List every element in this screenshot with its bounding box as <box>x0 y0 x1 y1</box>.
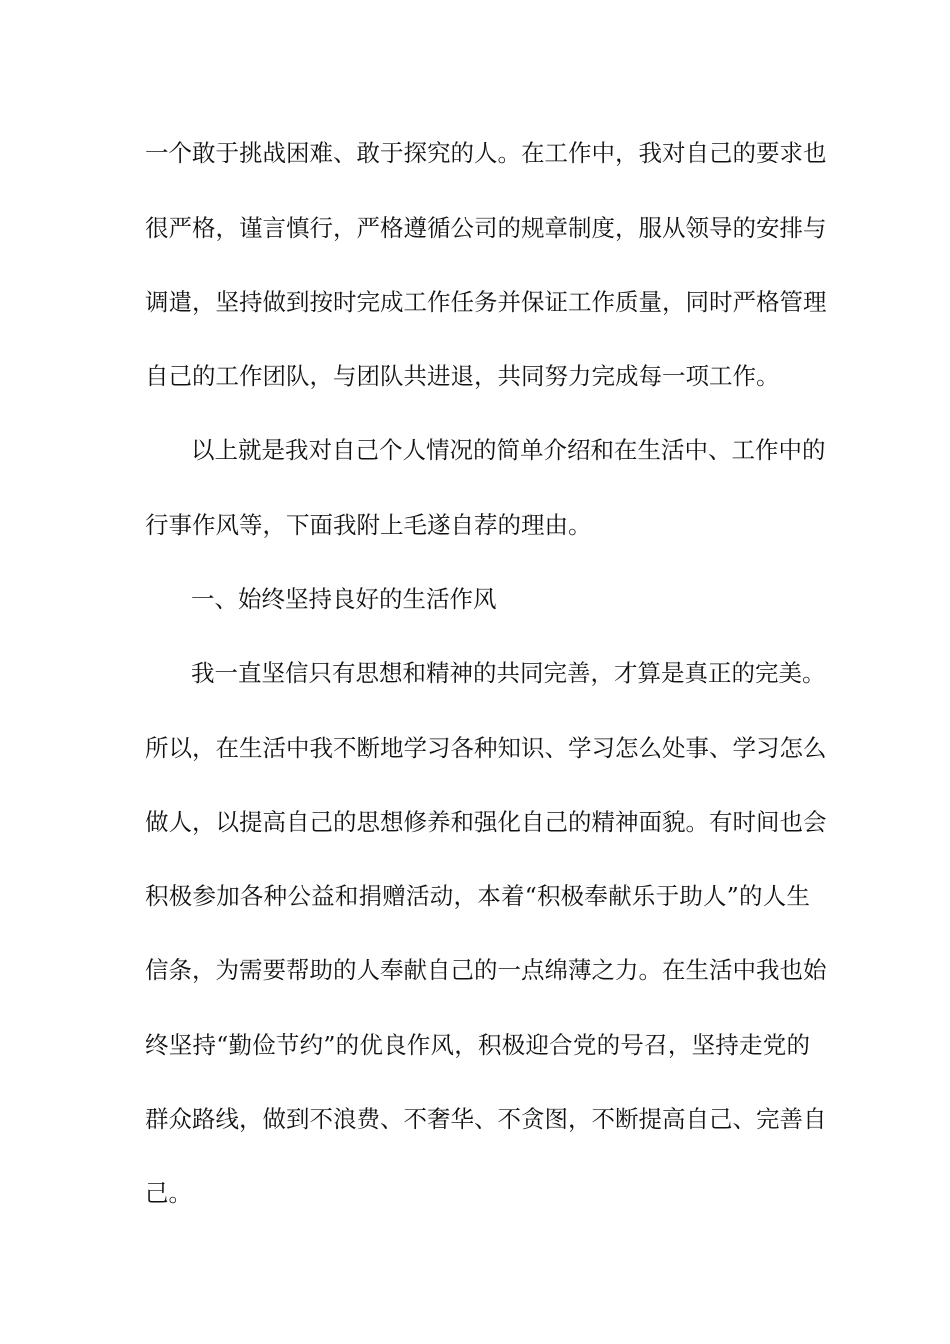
paragraph-line: 己。 <box>145 1179 192 1207</box>
paragraph-line: 自己的工作团队，与团队共进退，共同努力完成每一项工作。 <box>145 362 780 390</box>
paragraph-line: 我一直坚信只有思想和精神的共同完善，才算是真正的完美。 <box>191 659 826 687</box>
paragraph-line: 信条，为需要帮助的人奉献自己的一点绵薄之力。在生活中我也始 <box>145 956 827 984</box>
section-heading: 一、始终坚持良好的生活作风 <box>191 585 497 613</box>
paragraph-line: 行事作风等，下面我附上毛遂自荐的理由。 <box>145 511 592 539</box>
paragraph-line: 终坚持“勤俭节约”的优良作风，积极迎合党的号召，坚持走党的 <box>145 1031 810 1059</box>
paragraph-line: 一个敢于挑战困难、敢于探究的人。在工作中，我对自己的要求也 <box>145 139 827 167</box>
paragraph-line: 很严格，谨言慎行，严格遵循公司的规章制度，服从领导的安排与 <box>145 214 827 242</box>
paragraph-line: 以上就是我对自己个人情况的简单介绍和在生活中、工作中的 <box>191 436 826 464</box>
paragraph-line: 做人，以提高自己的思想修养和强化自己的精神面貌。有时间也会 <box>145 808 827 836</box>
paragraph-line: 调遣，坚持做到按时完成工作任务并保证工作质量，同时严格管理 <box>145 288 827 316</box>
paragraph-line: 积极参加各种公益和捐赠活动，本着“积极奉献乐于助人”的人生 <box>145 882 810 910</box>
paragraph-line: 群众路线，做到不浪费、不奢华、不贪图，不断提高自己、完善自 <box>145 1105 827 1133</box>
paragraph-line: 所以，在生活中我不断地学习各种知识、学习怎么处事、学习怎么 <box>145 734 827 762</box>
